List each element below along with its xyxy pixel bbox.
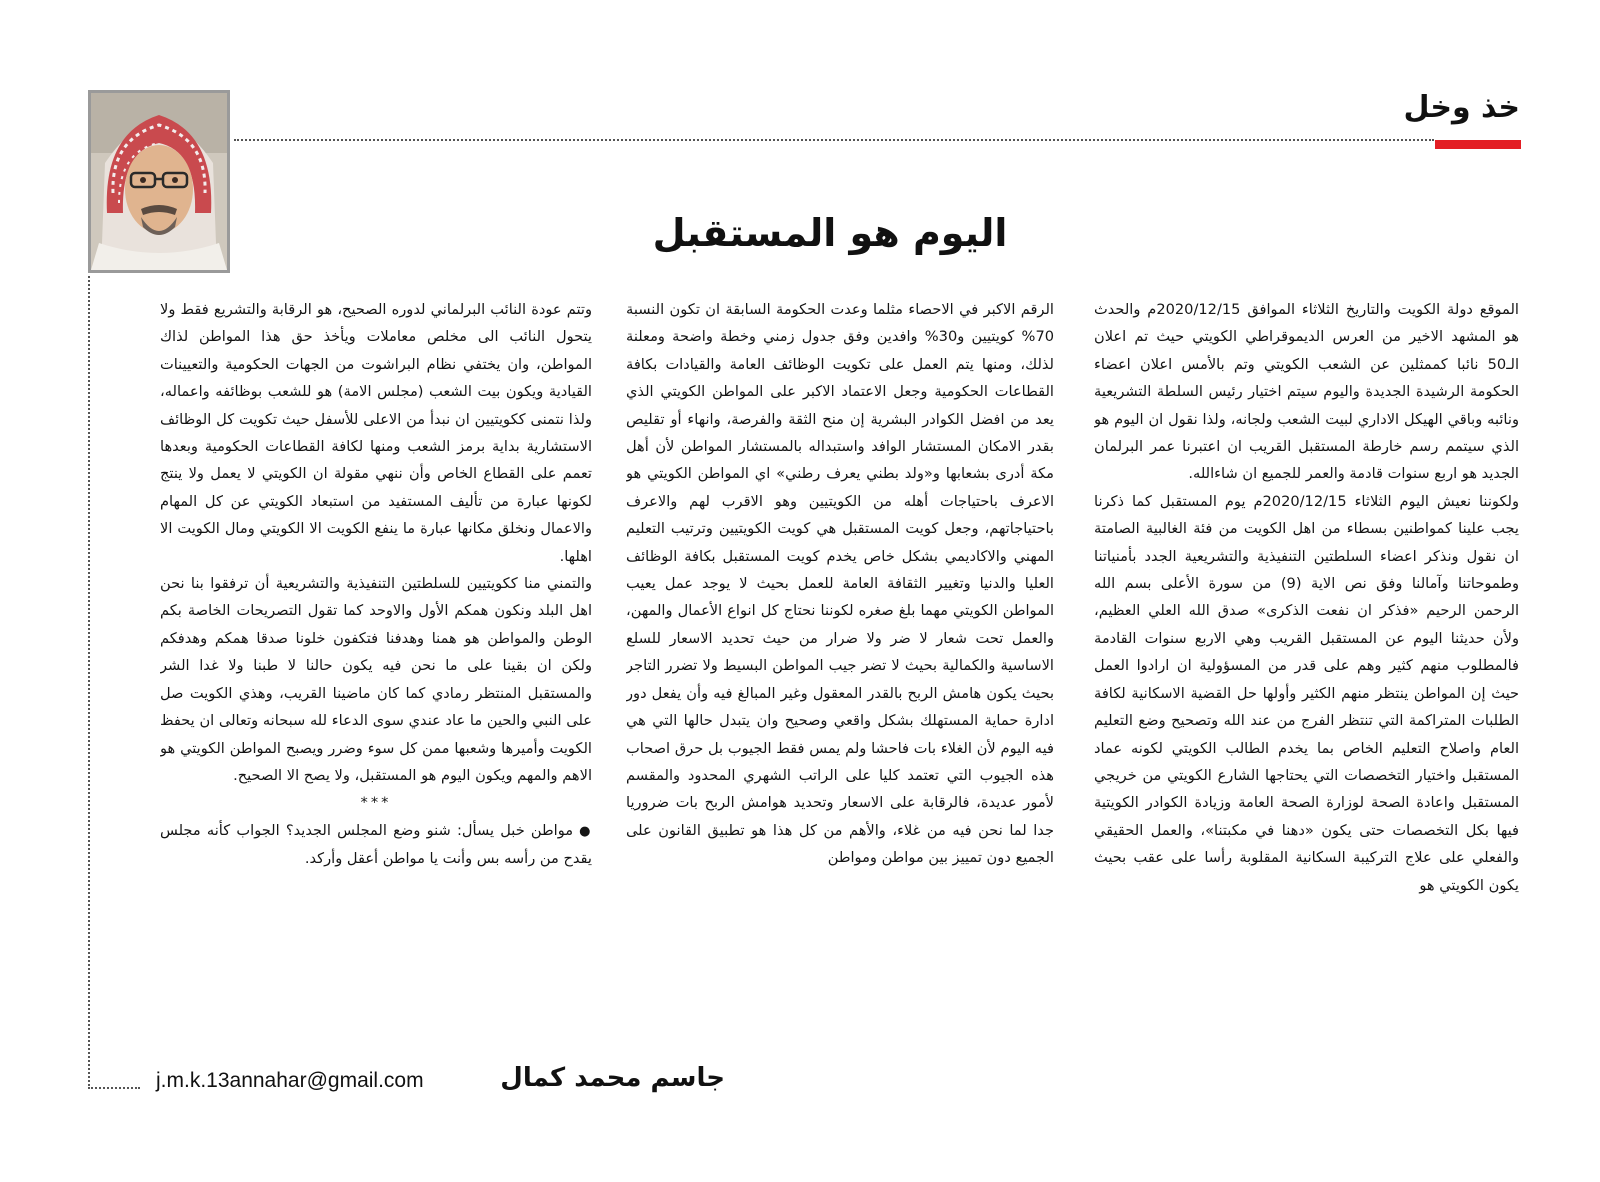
author-name: جاسم محمد كمال	[500, 1063, 725, 1093]
section-separator: ***	[360, 794, 392, 812]
bottom-dotted-rule	[88, 1087, 140, 1089]
closing-note: ● مواطن خبل يسأل: شنو وضع المجلس الجديد؟ الجواب كأنه مجلس يقدح من رأسه بس وأنت يا مواطن أعقل وأركد.	[160, 817, 592, 873]
article-column-left	[160, 296, 592, 1036]
author-photo	[88, 90, 230, 273]
left-dotted-rule	[88, 276, 90, 1086]
article-column-middle	[626, 296, 1054, 1036]
article-paragraph: الرقم الاكبر في الاحصاء مثلما وعدت الحكومة السابقة ان تكون النسبة 70% كويتيين و30% وافدين وفق جدول زمني وخطة واضحة ومعلنة لذلك، ومنها يتم العمل على تكويت الوظائف العامة والقيادات بكافة القطاعات الحكومية وجعل الاعتماد الاكبر على المواطن الكويتي الذي يعد من افضل الكوادر البشرية إن منح الثقة والفرصة، وانهاء أو تقليص بقدر الامكان المستشار الوافد واستبداله بالمستشار المواطن لأن أهل مكة أدرى بشعابها و«ولد بطني يعرف رطني» اي المواطن الكويتي هو الاعرف باحتياجات أهله من الكويتيين وهو الاقرب لهم والاعرف باحتياجاتهم، وجعل كويت المستقبل هي كويت الكويتيين وترتيب التعليم المهني والاكاديمي بشكل خاص يخدم كويت المستقبل بكافة الوظائف العليا والدنيا وتغيير الثقافة العامة للعمل بحيث لا يوجد عمل يعيب المواطن الكويتي مهما بلغ صغره لكوننا نحتاج كل انواع الأعمال والمهن، والعمل تحت شعار لا ضر ولا ضرار من حيث تحديد الاسعار للسلع الاساسية والكمالية بحيث لا تضر جيب المواطن البسيط ولا تضرر التاجر بحيث يكون هامش الربح بالقدر المعقول وغير المبالغ فيه وأن يفعل دور ادارة حماية المستهلك بشكل واقعي وصحيح وان يتبدل حالها التي هي فيه اليوم لأن الغلاء بات فاحشا ولم يمس فقط الجيوب بل حرق اصحاب هذه الجيوب التي تعتمد كليا على الراتب الشهري المحدود والمقسم لأمور عديدة، فالرقابة على الاسعار وتحديد هوامش الربح بات ضروريا جدا لما نحن فيه من غلاء، والأهم من كل هذا هو تطبيق القانون على الجميع دون تمييز بين مواطن ومواطن	[626, 301, 1054, 867]
column-name: خذ وخل	[1403, 90, 1520, 125]
article-paragraph: والتمني منا ككويتيين للسلطتين التنفيذية والتشريعية أن ترفقوا بنا نحن اهل البلد ونكون همكم الأول والاوحد كما تقول التصريحات الخاصة بكم الوطن والمواطن هو همنا وهدفنا فتكفون خلونا صدقا همكم وهدفكم ولكن ان بقينا على ما نحن فيه يكون حالنا لا طبنا ولا غدا الشر والمستقبل المنتظر رمادي كما كان ماضينا القريب، وهذي الكويت صل على النبي والحين ما عاد عندي سوى الدعاء لله سبحانه وتعالى ان يحفظ الكويت وأميرها وشعبها ممن كل سوء وضرر ويصبح المواطن الكويتي هو الاهم والمهم ويكون اليوم هو المستقبل، ولا يصح الا الصحيح.	[160, 575, 592, 784]
article-headline: اليوم هو المستقبل	[652, 211, 1008, 255]
article-paragraph: الموقع دولة الكويت والتاريخ الثلاثاء الموافق 2020/12/15م والحدث هو المشهد الاخير من العرس الديموقراطي الكويتي حيث تم اعلان الـ50 نائبا كممثلين عن الشعب الكويتي وتم بالأمس اعلان اعضاء الحكومة الرشيدة الجديدة واليوم سيتم اختيار رئيس السلطة التشريعية ونائبه وباقي الهيكل الاداري لبيت الشعب ولجانه، ولذا نقول ان اليوم هو الذي سيتمم رسم خارطة المستقبل القريب ان اعتبرنا عمر البرلمان الجديد هو اربع سنوات قادمة والعمر للجميع ان شاءالله.	[1094, 301, 1519, 483]
author-portrait-image	[91, 93, 227, 270]
top-dotted-rule	[234, 139, 1434, 141]
author-email: j.m.k.13annahar@gmail.com	[156, 1069, 424, 1092]
article-column-right	[1094, 296, 1519, 1036]
article-paragraph: وتتم عودة النائب البرلماني لدوره الصحيح، هو الرقابة والتشريع فقط ولا يتحول النائب الى مخلص معاملات ويأخذ حق هذا المواطن لذاك المواطن، وان يختفي نظام البراشوت من الجهات الحكومية والتعيينات القيادية ويكون بيت الشعب (مجلس الامة) هو للشعب بوظائفه واعماله، ولذا نتمنى ككويتيين ان نبدأ من الاعلى للأسفل حيث تكويت كل الوظائف الاستشارية بداية برمز الشعب ومنها لكافة القطاعات الحكومية وبعدها تعمم على القطاع الخاص وأن ننهي مقولة ان الكويتي لا يعمل ولا ينتج لكونها عبارة من تأليف المستفيد من استبعاد الكويتي عن كل المهام والاعمال ونخلق مكانها عبارة ما ينفع الكويت الا الكويتي ومال الكويت الا اهلها.	[160, 301, 592, 565]
column-accent-bar	[1435, 140, 1521, 149]
article-paragraph: ولكوننا نعيش اليوم الثلاثاء 2020/12/15م يوم المستقبل كما ذكرنا يجب علينا كمواطنين بسطاء من اهل الكويت من فئة الغالبية الصامتة ان نقول ونذكر اعضاء السلطتين التنفيذية والتشريعية الجدد بأمنياتنا وطموحاتنا وآمالنا وفق نص الاية (9) من سورة الأعلى بسم الله الرحمن الرحيم «فذكر ان نفعت الذكرى» صدق الله العلي العظيم، ولأن حديثنا اليوم عن المستقبل القريب وهي الاربع سنوات القادمة فالمطلوب منهم كثير وهم على قدر من المسؤولية ان ارادوا العمل حيث إن المواطن ينتظر منهم الكثير وأولها حل القضية الاسكانية لكافة الطلبات المتراكمة التي تنتظر الفرج من عند الله وتصحيح وضع التعليم العام واصلاح التعليم الخاص بما يخدم الطالب الكويتي لكونه عماد المستقبل واختيار التخصصات التي يحتاجها الشارع الكويتي من خريجي المستقبل واعادة الصحة لوزارة الصحة العامة وزيادة الكوادر الكويتية فيها بكل التخصصات حتى يكون «دهنا في مكبتنا»، والعمل الحقيقي والفعلي على علاج التركيبة السكانية المقلوبة رأسا على عقب بحيث يكون الكويتي هو	[1094, 492, 1519, 894]
